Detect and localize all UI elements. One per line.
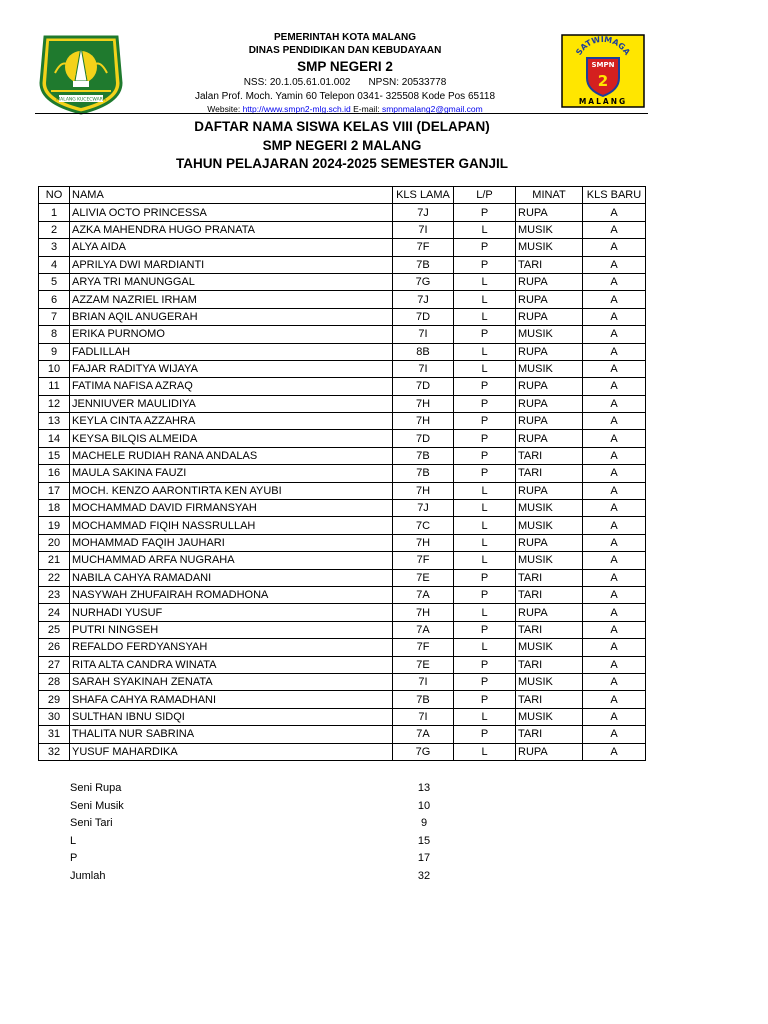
cell-minat: RUPA	[516, 743, 583, 760]
cell-kls-baru: A	[583, 308, 646, 325]
cell-kls-baru: A	[583, 569, 646, 586]
cell-minat: RUPA	[516, 604, 583, 621]
cell-minat: TARI	[516, 256, 583, 273]
cell-kls-lama: 7A	[393, 586, 454, 603]
table-row	[39, 239, 646, 256]
malang-city-emblem	[35, 33, 127, 115]
cell-kls-baru: A	[583, 395, 646, 412]
cell-minat: MUSIK	[516, 221, 583, 238]
cell-nama: ARYA TRI MANUNGGAL	[70, 273, 393, 290]
cell-no: 10	[39, 360, 70, 377]
summary-value: 9	[420, 817, 428, 830]
table-row	[39, 395, 646, 412]
email-link[interactable]: smpnmalang2@gmail.com	[381, 104, 483, 114]
table-row	[39, 360, 646, 377]
cell-nama: NABILA CAHYA RAMADANI	[70, 569, 393, 586]
table-row	[39, 500, 646, 517]
cell-kls-baru: A	[583, 604, 646, 621]
cell-kls-lama: 7F	[393, 639, 454, 656]
cell-no: 27	[39, 656, 70, 673]
cell-lp: P	[454, 378, 516, 395]
cell-kls-baru: A	[583, 621, 646, 638]
cell-minat: MUSIK	[516, 360, 583, 377]
cell-lp: P	[454, 569, 516, 586]
cell-kls-lama: 7A	[393, 621, 454, 638]
summary-label: Seni Rupa	[70, 782, 122, 794]
cell-kls-lama: 7H	[393, 413, 454, 430]
table-row	[39, 569, 646, 586]
cell-nama: SHAFA CAHYA RAMADHANI	[70, 691, 393, 708]
title-line-3: TAHUN PELAJARAN 2024-2025 SEMESTER GANJIL	[175, 156, 509, 171]
cell-no: 5	[39, 273, 70, 290]
student-table	[38, 186, 646, 761]
cell-kls-baru: A	[583, 465, 646, 482]
logo-smpn-text: SMPN	[591, 61, 615, 69]
cell-kls-baru: A	[583, 639, 646, 656]
table-row	[39, 326, 646, 343]
title-line-1: DAFTAR NAMA SISWA KELAS VIII (DELAPAN)	[194, 119, 490, 134]
cell-minat: TARI	[516, 656, 583, 673]
cell-minat: TARI	[516, 586, 583, 603]
cell-lp: L	[454, 273, 516, 290]
cell-no: 12	[39, 395, 70, 412]
cell-nama: YUSUF MAHARDIKA	[70, 743, 393, 760]
cell-no: 28	[39, 673, 70, 690]
cell-kls-baru: A	[583, 691, 646, 708]
cell-lp: P	[454, 465, 516, 482]
table-row	[39, 534, 646, 551]
cell-no: 8	[39, 326, 70, 343]
cell-kls-lama: 7I	[393, 360, 454, 377]
cell-lp: P	[454, 726, 516, 743]
summary-label: P	[70, 852, 78, 865]
cell-kls-baru: A	[583, 326, 646, 343]
header-minat: MINAT	[516, 187, 583, 204]
cell-kls-lama: 7E	[393, 569, 454, 586]
cell-nama: MOCH. KENZO AARONTIRTA KEN AYUBI	[70, 482, 393, 499]
cell-kls-baru: A	[583, 534, 646, 551]
cell-no: 2	[39, 221, 70, 238]
cell-kls-lama: 7H	[393, 395, 454, 412]
cell-nama: NASYWAH ZHUFAIRAH ROMADHONA	[70, 586, 393, 603]
cell-kls-lama: 7D	[393, 378, 454, 395]
school-name: SMP NEGERI 2	[297, 59, 393, 74]
cell-lp: P	[454, 430, 516, 447]
cell-kls-lama: 7F	[393, 239, 454, 256]
cell-minat: TARI	[516, 447, 583, 464]
cell-kls-baru: A	[583, 343, 646, 360]
summary-value: 17	[417, 852, 431, 865]
cell-nama: MUCHAMMAD ARFA NUGRAHA	[70, 552, 393, 569]
department-name: DINAS PENDIDIKAN DAN KEBUDAYAAN	[248, 45, 442, 56]
cell-kls-baru: A	[583, 656, 646, 673]
cell-minat: TARI	[516, 465, 583, 482]
cell-kls-baru: A	[583, 708, 646, 725]
cell-kls-baru: A	[583, 221, 646, 238]
cell-lp: L	[454, 708, 516, 725]
cell-minat: MUSIK	[516, 239, 583, 256]
cell-nama: ALIVIA OCTO PRINCESSA	[70, 204, 393, 221]
cell-lp: P	[454, 395, 516, 412]
table-row	[39, 621, 646, 638]
cell-kls-lama: 7I	[393, 673, 454, 690]
cell-lp: P	[454, 326, 516, 343]
cell-kls-baru: A	[583, 291, 646, 308]
cell-kls-baru: A	[583, 413, 646, 430]
summary-value: 13	[417, 782, 431, 794]
cell-kls-lama: 7B	[393, 447, 454, 464]
cell-lp: L	[454, 482, 516, 499]
table-row	[39, 256, 646, 273]
cell-kls-lama: 7H	[393, 482, 454, 499]
cell-minat: MUSIK	[516, 673, 583, 690]
cell-kls-lama: 7D	[393, 430, 454, 447]
summary-label: Seni Tari	[70, 817, 113, 830]
cell-kls-baru: A	[583, 500, 646, 517]
table-row	[39, 343, 646, 360]
email-label: E-mail:	[350, 104, 382, 114]
cell-nama: JENNIUVER MAULIDIYA	[70, 395, 393, 412]
cell-no: 29	[39, 691, 70, 708]
cell-kls-lama: 7A	[393, 726, 454, 743]
cell-minat: RUPA	[516, 413, 583, 430]
cell-kls-baru: A	[583, 517, 646, 534]
cell-lp: P	[454, 204, 516, 221]
cell-lp: P	[454, 447, 516, 464]
cell-lp: P	[454, 673, 516, 690]
table-row	[39, 308, 646, 325]
cell-no: 9	[39, 343, 70, 360]
cell-lp: L	[454, 743, 516, 760]
header-nama: NAMA	[70, 187, 393, 204]
cell-nama: THALITA NUR SABRINA	[70, 726, 393, 743]
table-row	[39, 552, 646, 569]
table-row	[39, 378, 646, 395]
website-label: Website:	[207, 104, 243, 114]
cell-lp: L	[454, 221, 516, 238]
cell-kls-baru: A	[583, 360, 646, 377]
table-row	[39, 447, 646, 464]
table-row	[39, 291, 646, 308]
cell-kls-lama: 7B	[393, 691, 454, 708]
summary-value: 15	[417, 834, 431, 847]
cell-kls-lama: 7I	[393, 326, 454, 343]
cell-lp: P	[454, 586, 516, 603]
table-row	[39, 673, 646, 690]
table-row	[39, 743, 646, 760]
cell-minat: MUSIK	[516, 552, 583, 569]
table-row	[39, 656, 646, 673]
cell-kls-baru: A	[583, 256, 646, 273]
cell-lp: L	[454, 360, 516, 377]
cell-nama: RITA ALTA CANDRA WINATA	[70, 656, 393, 673]
table-row	[39, 517, 646, 534]
table-row	[39, 204, 646, 221]
cell-minat: RUPA	[516, 343, 583, 360]
cell-minat: RUPA	[516, 378, 583, 395]
cell-lp: L	[454, 500, 516, 517]
cell-no: 6	[39, 291, 70, 308]
cell-lp: P	[454, 239, 516, 256]
letterhead-divider	[35, 113, 648, 114]
cell-nama: ALYA AIDA	[70, 239, 393, 256]
nss-number: NSS: 20.1.05.61.01.002	[243, 77, 351, 88]
cell-no: 32	[39, 743, 70, 760]
emblem-motto: MALANG KUCECWARA	[56, 97, 106, 103]
cell-lp: L	[454, 517, 516, 534]
cell-minat: MUSIK	[516, 326, 583, 343]
summary-label: L	[70, 834, 77, 847]
title-line-2: SMP NEGERI 2 MALANG	[262, 137, 422, 153]
cell-lp: L	[454, 639, 516, 656]
school-ids	[150, 76, 540, 90]
cell-no: 30	[39, 708, 70, 725]
summary-value: 32	[417, 869, 431, 882]
cell-kls-lama: 7E	[393, 656, 454, 673]
table-row	[39, 604, 646, 621]
cell-kls-lama: 7I	[393, 708, 454, 725]
cell-no: 15	[39, 447, 70, 464]
cell-kls-baru: A	[583, 726, 646, 743]
cell-no: 11	[39, 378, 70, 395]
letterhead	[150, 31, 540, 115]
cell-nama: ERIKA PURNOMO	[70, 326, 393, 343]
cell-kls-lama: 7D	[393, 308, 454, 325]
cell-no: 1	[39, 204, 70, 221]
summary-value: 10	[417, 799, 431, 812]
table-row	[39, 465, 646, 482]
cell-no: 4	[39, 256, 70, 273]
table-row	[39, 586, 646, 603]
cell-nama: FAJAR RADITYA WIJAYA	[70, 360, 393, 377]
cell-no: 17	[39, 482, 70, 499]
cell-minat: RUPA	[516, 534, 583, 551]
summary-label: Jumlah	[70, 869, 106, 882]
cell-nama: MOCHAMMAD DAVID FIRMANSYAH	[70, 500, 393, 517]
cell-nama: KEYLA CINTA AZZAHRA	[70, 413, 393, 430]
cell-lp: P	[454, 656, 516, 673]
cell-no: 21	[39, 552, 70, 569]
table-header-row	[39, 187, 646, 204]
cell-minat: TARI	[516, 621, 583, 638]
cell-kls-baru: A	[583, 204, 646, 221]
cell-kls-lama: 7B	[393, 256, 454, 273]
table-row	[39, 430, 646, 447]
cell-lp: L	[454, 308, 516, 325]
cell-lp: P	[454, 256, 516, 273]
cell-lp: L	[454, 552, 516, 569]
cell-kls-baru: A	[583, 273, 646, 290]
cell-kls-lama: 7C	[393, 517, 454, 534]
cell-minat: TARI	[516, 726, 583, 743]
cell-no: 25	[39, 621, 70, 638]
cell-lp: P	[454, 413, 516, 430]
school-logo	[561, 34, 645, 108]
table-row	[39, 639, 646, 656]
table-row	[39, 482, 646, 499]
cell-kls-lama: 7F	[393, 552, 454, 569]
cell-no: 3	[39, 239, 70, 256]
table-row	[39, 691, 646, 708]
cell-nama: REFALDO FERDYANSYAH	[70, 639, 393, 656]
cell-kls-baru: A	[583, 673, 646, 690]
cell-minat: MUSIK	[516, 517, 583, 534]
cell-minat: RUPA	[516, 395, 583, 412]
header-kls-baru: KLS BARU	[583, 187, 646, 204]
cell-kls-lama: 7J	[393, 204, 454, 221]
table-row	[39, 221, 646, 238]
school-address: Jalan Prof. Moch. Yamin 60 Telepon 0341- 325508 Kode Pos 65118	[194, 91, 496, 102]
logo-city-text: MALANG	[578, 97, 628, 106]
cell-kls-baru: A	[583, 586, 646, 603]
cell-kls-lama: 7H	[393, 534, 454, 551]
cell-minat: MUSIK	[516, 708, 583, 725]
cell-nama: FADLILLAH	[70, 343, 393, 360]
cell-lp: L	[454, 291, 516, 308]
cell-kls-lama: 7J	[393, 500, 454, 517]
cell-kls-baru: A	[583, 447, 646, 464]
cell-no: 13	[39, 413, 70, 430]
cell-minat: MUSIK	[516, 639, 583, 656]
table-row	[39, 273, 646, 290]
cell-lp: P	[454, 691, 516, 708]
cell-kls-lama: 7I	[393, 221, 454, 238]
cell-minat: TARI	[516, 569, 583, 586]
cell-no: 22	[39, 569, 70, 586]
table-row	[39, 708, 646, 725]
cell-no: 31	[39, 726, 70, 743]
header-no: NO	[39, 187, 70, 204]
cell-nama: MAULA SAKINA FAUZI	[70, 465, 393, 482]
cell-no: 14	[39, 430, 70, 447]
cell-nama: AZZAM NAZRIEL IRHAM	[70, 291, 393, 308]
cell-kls-lama: 7J	[393, 291, 454, 308]
cell-no: 20	[39, 534, 70, 551]
cell-lp: P	[454, 621, 516, 638]
cell-minat: MUSIK	[516, 500, 583, 517]
cell-nama: MACHELE RUDIAH RANA ANDALAS	[70, 447, 393, 464]
cell-nama: PUTRI NINGSEH	[70, 621, 393, 638]
government-name: PEMERINTAH KOTA MALANG	[273, 32, 417, 43]
cell-no: 16	[39, 465, 70, 482]
cell-no: 26	[39, 639, 70, 656]
table-row	[39, 726, 646, 743]
cell-kls-baru: A	[583, 239, 646, 256]
cell-nama: KEYSA BILQIS ALMEIDA	[70, 430, 393, 447]
cell-nama: SULTHAN IBNU SIDQI	[70, 708, 393, 725]
document-title	[130, 118, 554, 174]
cell-nama: FATIMA NAFISA AZRAQ	[70, 378, 393, 395]
header-lp: L/P	[454, 187, 516, 204]
cell-minat: RUPA	[516, 204, 583, 221]
cell-kls-lama: 7G	[393, 273, 454, 290]
cell-kls-baru: A	[583, 378, 646, 395]
cell-minat: RUPA	[516, 430, 583, 447]
cell-no: 23	[39, 586, 70, 603]
cell-nama: NURHADI YUSUF	[70, 604, 393, 621]
cell-minat: RUPA	[516, 482, 583, 499]
table-row	[39, 413, 646, 430]
cell-lp: L	[454, 534, 516, 551]
table-body	[39, 204, 646, 761]
cell-minat: RUPA	[516, 308, 583, 325]
cell-nama: AZKA MAHENDRA HUGO PRANATA	[70, 221, 393, 238]
website-link[interactable]: http://www.smpn2-mlg.sch.id	[242, 104, 351, 114]
cell-kls-lama: 7H	[393, 604, 454, 621]
cell-kls-baru: A	[583, 430, 646, 447]
cell-lp: L	[454, 604, 516, 621]
cell-minat: RUPA	[516, 273, 583, 290]
header-kls-lama: KLS LAMA	[393, 187, 454, 204]
cell-minat: TARI	[516, 691, 583, 708]
cell-nama: BRIAN AQIL ANUGERAH	[70, 308, 393, 325]
npsn-number: NPSN: 20533778	[368, 77, 447, 88]
cell-kls-baru: A	[583, 743, 646, 760]
cell-lp: L	[454, 343, 516, 360]
cell-minat: RUPA	[516, 291, 583, 308]
logo-number: 2	[597, 72, 609, 90]
cell-kls-baru: A	[583, 482, 646, 499]
cell-no: 24	[39, 604, 70, 621]
cell-kls-lama: 8B	[393, 343, 454, 360]
logo-motto: SATWIMAGA	[574, 34, 632, 57]
cell-kls-baru: A	[583, 552, 646, 569]
cell-no: 19	[39, 517, 70, 534]
cell-no: 18	[39, 500, 70, 517]
cell-nama: APRILYA DWI MARDIANTI	[70, 256, 393, 273]
cell-nama: MOHAMMAD FAQIH JAUHARI	[70, 534, 393, 551]
cell-nama: MOCHAMMAD FIQIH NASSRULLAH	[70, 517, 393, 534]
cell-kls-lama: 7B	[393, 465, 454, 482]
summary-label: Seni Musik	[70, 799, 124, 812]
cell-no: 7	[39, 308, 70, 325]
cell-nama: SARAH SYAKINAH ZENATA	[70, 673, 393, 690]
cell-kls-lama: 7G	[393, 743, 454, 760]
